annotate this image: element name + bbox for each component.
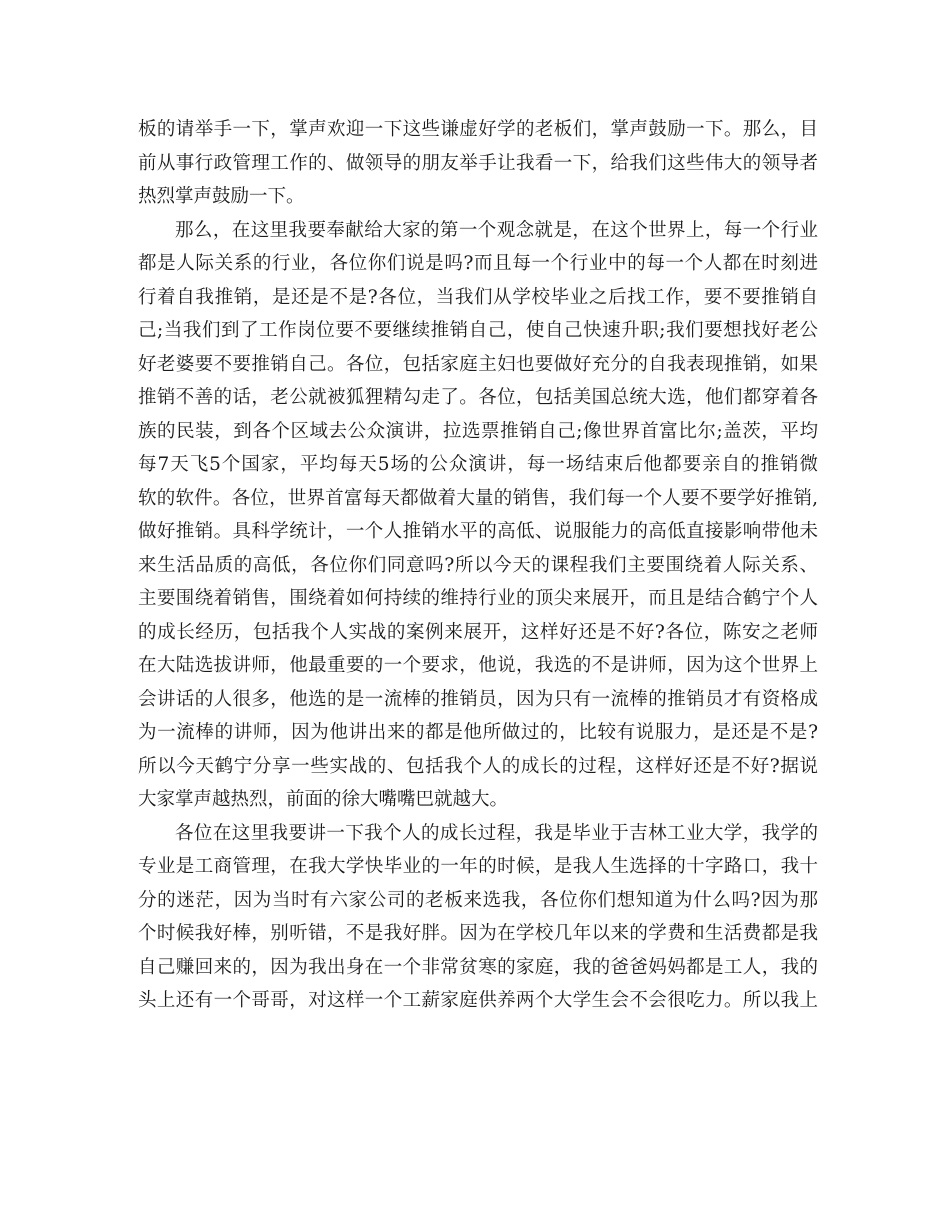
text-line: 热烈掌声鼓励一下。 — [138, 186, 305, 207]
text-line: 主要围绕着销售，围绕着如何持续的维持行业的顶尖来展开，而且是结合鹤宁个人 — [138, 588, 818, 609]
text-line: 来生活品质的高低，各位你们同意吗?所以今天的课程我们主要围绕着人际关系、 — [138, 554, 818, 576]
text-line: 前从事行政管理工作的、做领导的朋友举手让我看一下，给我们这些伟大的领导者 — [138, 152, 818, 174]
text-line: 会讲话的人很多，他选的是一流棒的推销员，因为只有一流棒的推销员才有资格成 — [138, 688, 818, 710]
text-line: 板的请举手一下，掌声欢迎一下这些谦虚好学的老板们，掌声鼓励一下。那么，目 — [138, 119, 818, 140]
text-line: 行着自我推销，是还是不是?各位，当我们从学校毕业之后找工作，要不要推销自 — [138, 286, 818, 308]
text-line: 每7天飞5个国家，平均每天5场的公众演讲，每一场结束后他都要亲自的推销微 — [138, 454, 818, 475]
paragraph-first-line: 那么，在这里我要奉献给大家的第一个观念就是，在这个世界上，每一个行业 — [175, 219, 818, 241]
text-line: 所以今天鹤宁分享一些实战的、包括我个人的成长的过程，这样好还是不好?据说 — [138, 755, 818, 777]
body-text — [138, 113, 818, 1018]
text-line: 推销不善的话，老公就被狐狸精勾走了。各位，包括美国总统大选，他们都穿着各 — [138, 387, 818, 408]
text-line: 好老婆要不要推销自己。各位，包括家庭主妇也要做好充分的自我表现推销，如果 — [138, 353, 818, 375]
text-line: 都是人际关系的行业，各位你们说是吗?而且每一个行业中的每一个人都在时刻进 — [138, 253, 818, 274]
text-line: 在大陆选拔讲师，他最重要的一个要求，他说，我选的不是讲师，因为这个世界上 — [138, 655, 818, 676]
text-line: 分的迷茫，因为当时有六家公司的老板来选我，各位你们想知道为什么吗?因为那 — [138, 889, 818, 911]
text-line: 为一流棒的讲师，因为他讲出来的都是他所做过的，比较有说服力，是还是不是? — [138, 722, 818, 743]
text-line: 的成长经历，包括我个人实战的案例来展开，这样好还是不好?各位，陈安之老师 — [138, 621, 818, 643]
text-line: 个时候我好棒，别听错，不是我好胖。因为在学校几年以来的学费和生活费都是我 — [138, 923, 818, 944]
text-line: 软的软件。各位，世界首富每天都做着大量的销售，我们每一个人要不要学好推销, — [138, 487, 818, 509]
text-line: 做好推销。具科学统计，一个人推销水平的高低、说服能力的高低直接影响带他未 — [138, 521, 818, 542]
text-line: 大家掌声越热烈，前面的徐大嘴嘴巴就越大。 — [138, 789, 509, 810]
text-line: 自己赚回来的，因为我出身在一个非常贫寒的家庭，我的爸爸妈妈都是工人，我的 — [138, 956, 818, 978]
text-line: 族的民装，到各个区域去公众演讲，拉选票推销自己;像世界首富比尔;盖茨，平均 — [138, 420, 818, 442]
text-line: 头上还有一个哥哥，对这样一个工薪家庭供养两个大学生会不会很吃力。所以我上 — [138, 990, 818, 1011]
text-line: 己;当我们到了工作岗位要不要继续推销自己，使自己快速升职;我们要想找好老公 — [138, 320, 818, 341]
text-line: 专业是工商管理，在我大学快毕业的一年的时候，是我人生选择的十字路口，我十 — [138, 856, 818, 877]
paragraph-first-line: 各位在这里我要讲一下我个人的成长过程，我是毕业于吉林工业大学，我学的 — [175, 822, 818, 844]
